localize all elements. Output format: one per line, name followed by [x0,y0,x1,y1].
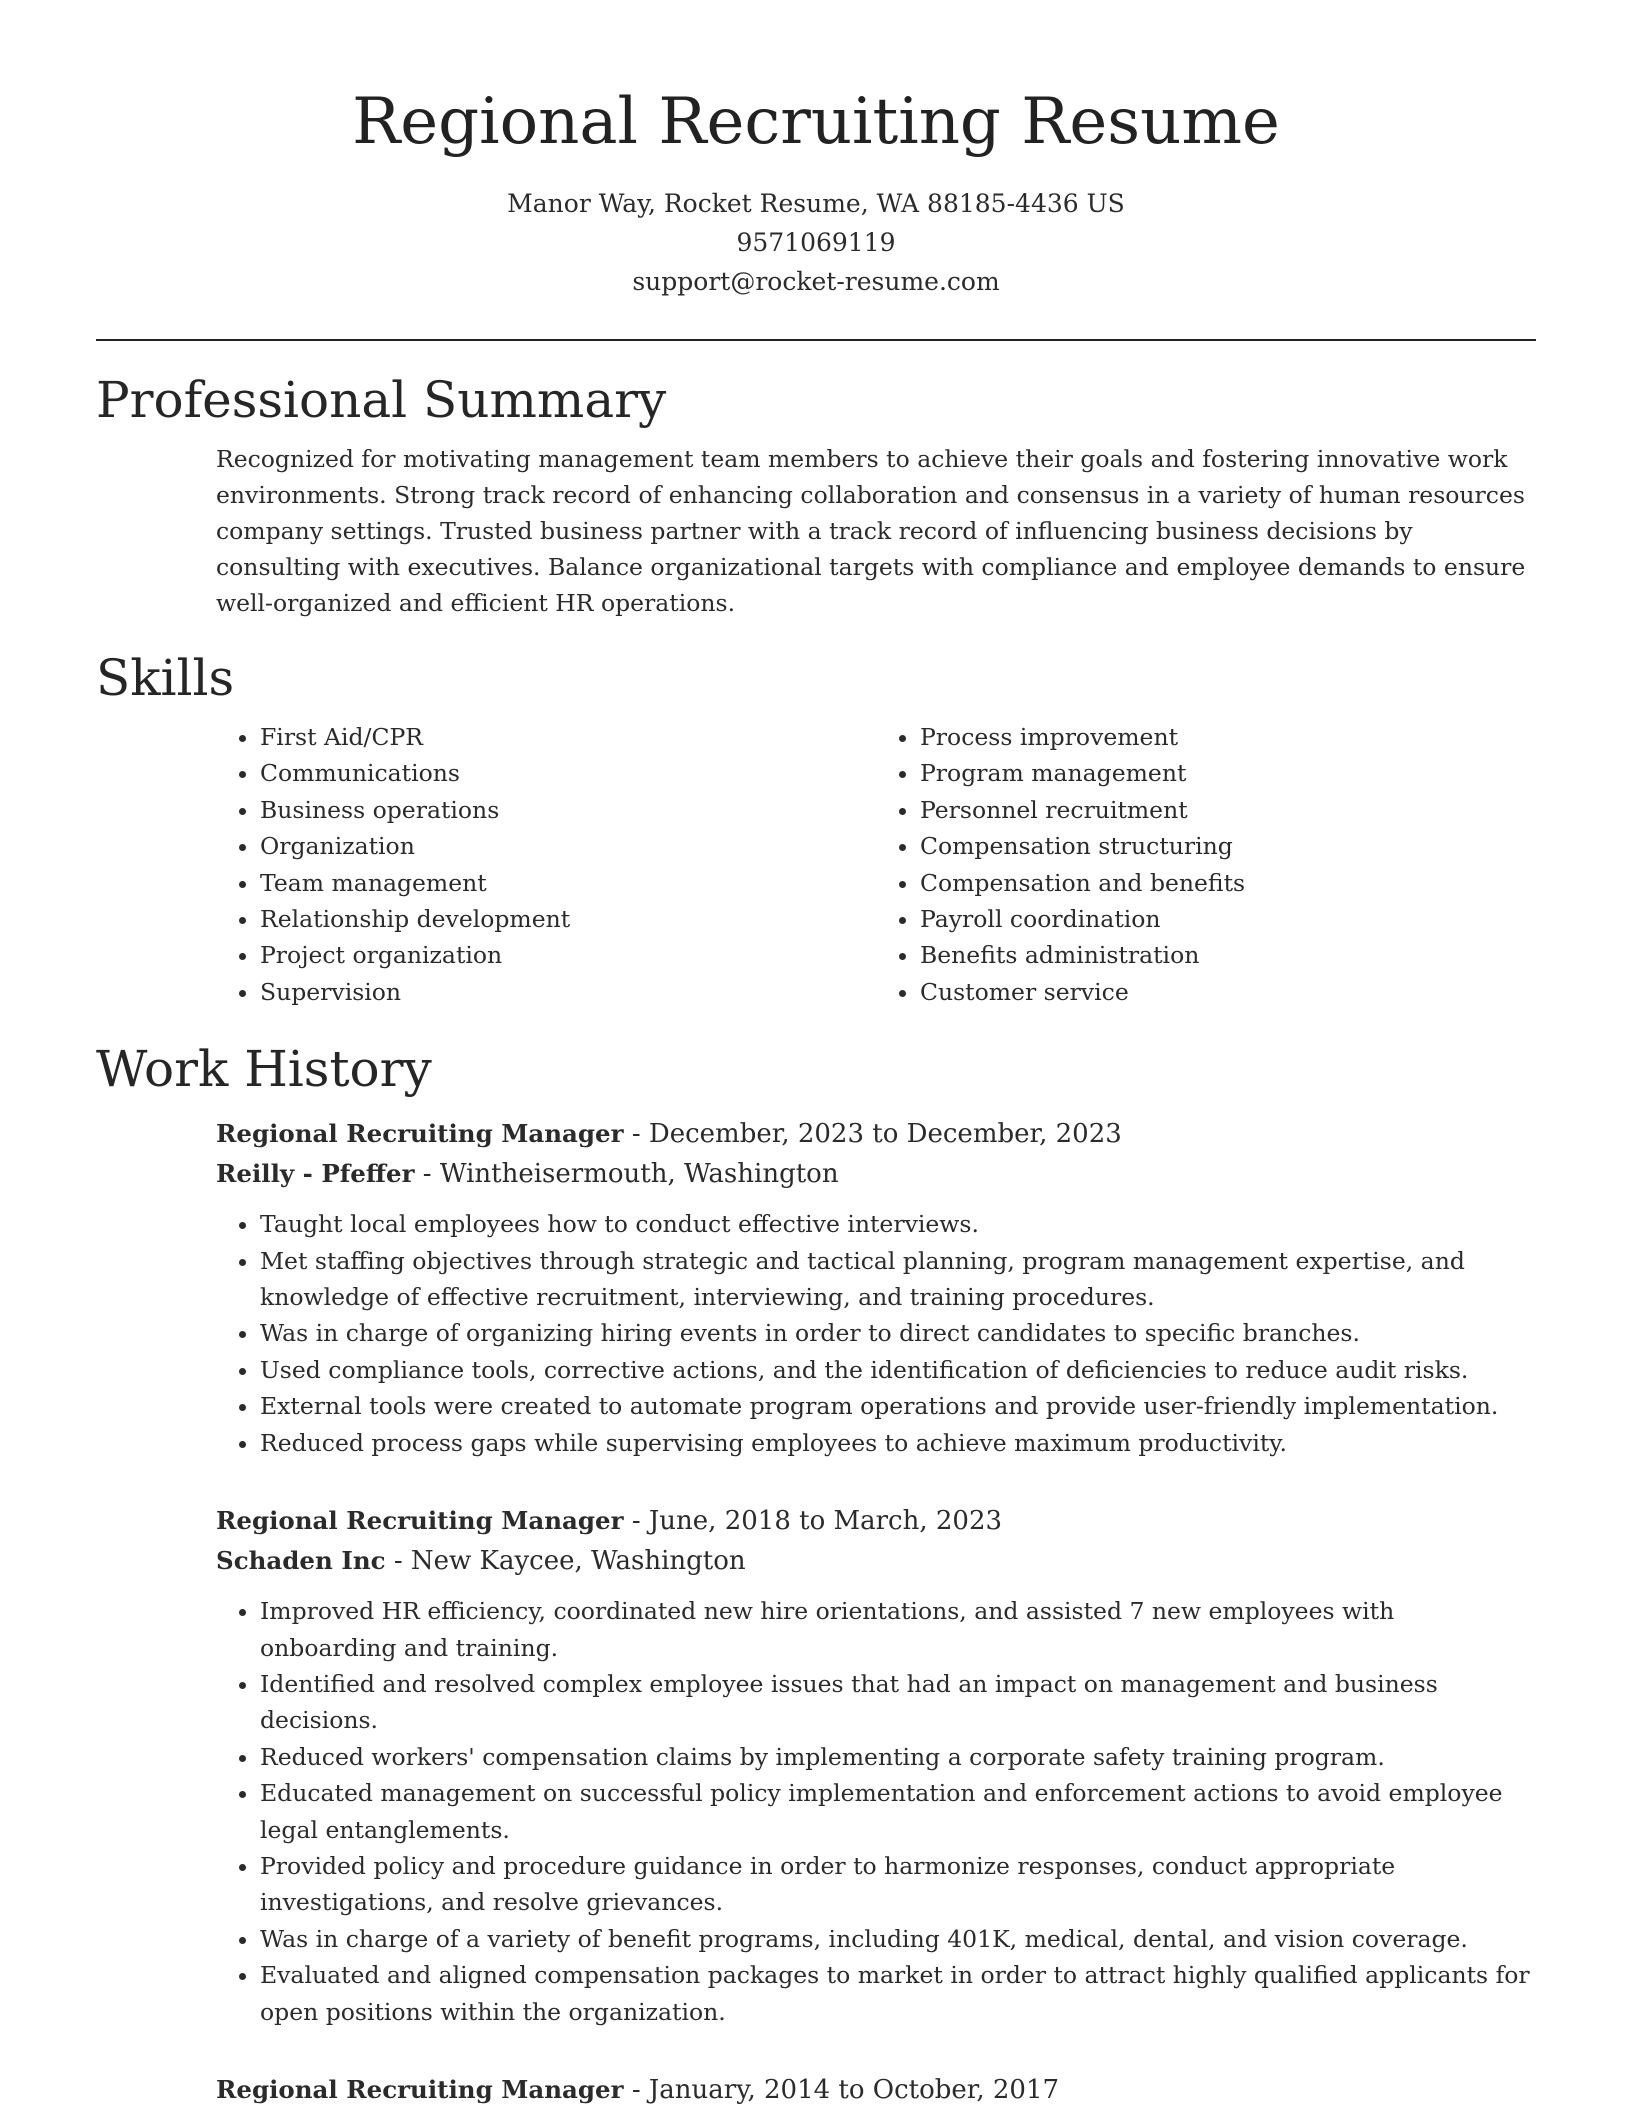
summary-text: Recognized for motivating management team members to achieve their goals and fostering innovative work environments. Strong track record of enhancing collaboration and consensus in a variety of human resources company settings. Trusted business partner with a track record of influencing business decisions by consulting with executives. Balance organizational targets with compliance and employee demands to ensure well-organized and efficient HR operations. [216,445,1526,617]
job-company-line [216,1154,1536,1194]
skills-list-left [216,719,876,1010]
contact-phone: 9571069119 [736,228,896,257]
job-bullet: • Educated management on successful policy implementation and enforcement actions to avoid employee legal entanglements. [260,1775,1536,1848]
job-entry [216,2070,1536,2110]
job-dates: - December, 2023 to December, 2023 [623,1119,1122,1150]
header-divider [96,339,1536,341]
job-bullet: • Met staffing objectives through strategic and tactical planning, program management expertise, and knowledge of effective recruitment, interviewing, and training procedures. [260,1243,1536,1316]
summary-heading: Professional Summary [96,371,667,429]
skills-section [96,645,1536,1010]
job-company-line [216,1541,1536,1581]
job-bullets [216,1206,1536,1461]
job-company: Schaden Inc [216,1546,386,1576]
contact-email: support@rocket-resume.com [632,267,1000,296]
summary-section [96,367,1536,621]
job-bullet: • Evaluated and aligned compensation packages to market in order to attract highly qualified applicants for open positions within the organization. [260,1957,1536,2030]
resume-title: Regional Recruiting Resume [352,85,1280,159]
skills-heading: Skills [96,649,235,707]
skill-item: • Personnel recruitment [920,792,1536,828]
job-role: Regional Recruiting Manager [216,1119,624,1149]
job-bullet: • Reduced process gaps while supervising employees to achieve maximum productivity. [260,1425,1536,1461]
skill-item: • Benefits administration [920,937,1536,973]
contact-info [0,184,1632,301]
work-history-heading: Work History [96,1040,432,1099]
job-bullet: • Improved HR efficiency, coordinated new hire orientations, and assisted 7 new employees with onboarding and training. [260,1593,1536,1666]
job-role: Regional Recruiting Manager [216,2074,624,2104]
job-dates: - January, 2014 to October, 2017 [623,2074,1060,2105]
skills-list-right [876,719,1536,1010]
job-bullet: • Was in charge of organizing hiring events in order to direct candidates to specific branches. [260,1315,1536,1351]
job-dates: - June, 2018 to March, 2023 [623,1506,1003,1537]
resume-header [0,0,1632,301]
job-role: Regional Recruiting Manager [216,1506,624,1536]
skill-item: • Relationship development [260,901,876,937]
skill-item: • Project organization [260,937,876,973]
skill-item: • Process improvement [920,719,1536,755]
skill-item: • Program management [920,755,1536,791]
job-location: - New Kaycee, Washington [385,1546,746,1577]
skill-item: • Business operations [260,792,876,828]
job-bullet: • Taught local employees how to conduct effective interviews. [260,1206,1536,1242]
job-entry [216,1114,1536,1461]
job-title-line [216,2070,1536,2110]
job-bullet: • Identified and resolved complex employee issues that had an impact on management and business decisions. [260,1666,1536,1739]
skill-item: • Communications [260,755,876,791]
job-bullet: • Provided policy and procedure guidance in order to harmonize responses, conduct appropriate investigations, and resolve grievances. [260,1848,1536,1921]
job-bullets [216,1593,1536,2030]
job-company: Reilly - Pfeffer [216,1159,415,1189]
skill-item: • First Aid/CPR [260,719,876,755]
job-title-line [216,1501,1536,1541]
job-bullet: • Reduced workers' compensation claims by implementing a corporate safety training program. [260,1739,1536,1775]
job-bullet: • Used compliance tools, corrective actions, and the identification of deficiencies to reduce audit risks. [260,1352,1536,1388]
job-title-line [216,1114,1536,1154]
job-bullet: • Was in charge of a variety of benefit programs, including 401K, medical, dental, and vision coverage. [260,1921,1536,1957]
job-entry [216,1501,1536,2030]
skill-item: • Supervision [260,974,876,1010]
skill-item: • Payroll coordination [920,901,1536,937]
skill-item: • Compensation structuring [920,828,1536,864]
contact-address: Manor Way, Rocket Resume, WA 88185-4436 US [507,189,1125,218]
skill-item: • Compensation and benefits [920,865,1536,901]
job-bullet: • External tools were created to automate program operations and provide user-friendly implementation. [260,1388,1536,1424]
skills-columns [216,719,1536,1010]
job-location: - Wintheisermouth, Washington [414,1159,839,1190]
skill-item: • Team management [260,865,876,901]
skill-item: • Customer service [920,974,1536,1010]
work-history-section [96,1036,1536,2110]
skill-item: • Organization [260,828,876,864]
